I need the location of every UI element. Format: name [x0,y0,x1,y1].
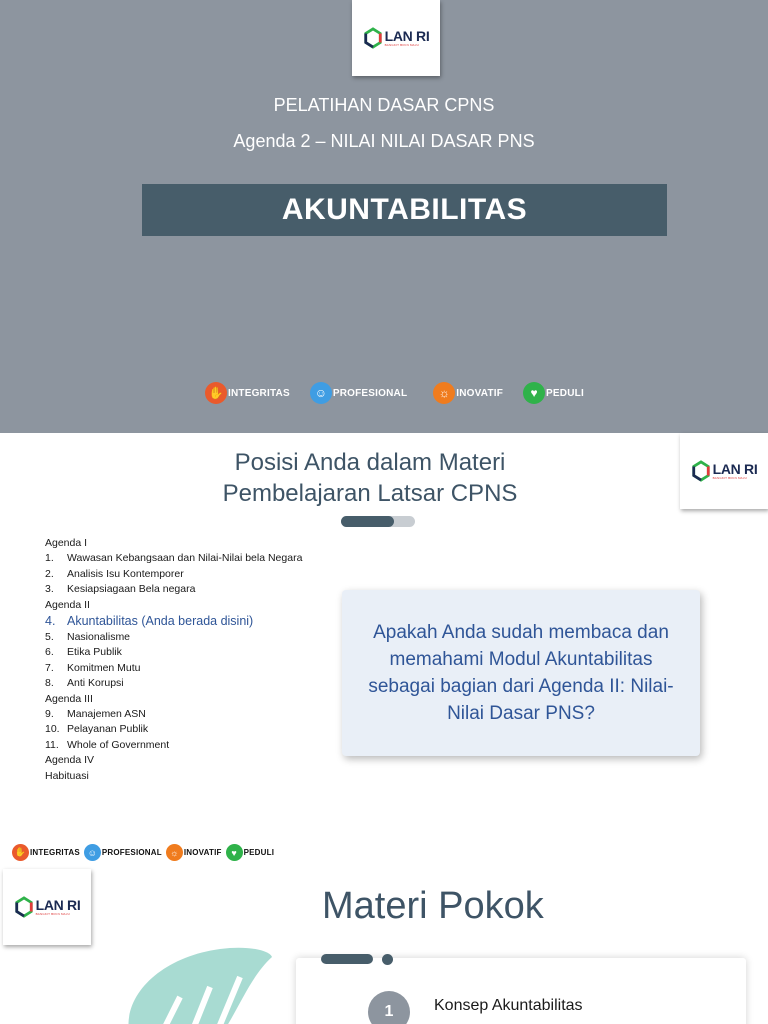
training-title: PELATIHAN DASAR CPNS [273,95,495,115]
agenda-item [45,551,305,566]
agenda-item-text: Agenda IV [45,754,95,767]
agenda-item-text: Nasionalisme [67,631,131,644]
core-values-row [12,844,274,861]
lan-ri-logo [680,433,768,509]
agenda-item-text: Kesiapsiagaan Bela negara [67,583,196,596]
lan-ri-logo [352,0,440,76]
logo-tagline: BANGKIT BIKIN MAJU [35,912,70,916]
heart-icon: ♥ [226,844,243,861]
agenda-item [45,738,305,753]
value-peduli [226,844,275,861]
agenda-item-number: 11. [45,738,59,751]
agenda-item [45,582,305,597]
value-label: PROFESIONAL [101,848,162,857]
agenda-item-number: 5. [45,631,54,644]
agenda-item [45,769,305,784]
lightbulb-icon: ☼ [433,382,455,404]
value-label: INTEGRITAS [228,387,290,399]
agenda-item-number: 1. [45,552,54,565]
agenda-item-current [45,613,305,630]
head-icon: ☺ [310,382,332,404]
agenda-item [45,722,305,737]
slide-title-line-1: Posisi Anda dalam Materi [234,449,506,476]
logo-tagline: BANGKIT BIKIN MAJU [712,476,747,480]
logo-tagline: BANGKIT BIKIN MAJU [384,43,419,47]
agenda-item-text: Agenda III [45,692,93,705]
agenda-title: Agenda 2 – NILAI NILAI DASAR PNS [233,131,535,151]
agenda-item-text: Akuntabilitas (Anda berada disini) [67,614,254,629]
value-profesional [310,382,407,404]
agenda-item [45,630,305,645]
lan-ri-logo-icon [691,460,711,482]
card-dot-decoration [382,954,393,965]
value-label: INTEGRITAS [30,848,80,857]
progress-fill [341,516,394,527]
monstera-leaf-decoration [100,937,280,1024]
title-slide [0,0,768,433]
agenda-item-text: Agenda II [45,598,90,611]
slide-title [160,447,580,509]
value-label: PROFESIONAL [332,387,408,399]
agenda-item-text: Anti Korupsi [67,677,124,690]
lan-ri-logo-icon [14,896,34,918]
agenda-item [45,645,305,660]
agenda-list [45,536,305,784]
lan-ri-logo-icon [363,27,383,49]
materi-item-label: Konsep Akuntabilitas [434,997,583,1014]
position-slide [0,433,768,865]
agenda-item [45,661,305,676]
agenda-item-text: Komitmen Mutu [67,661,141,674]
agenda-item-number: 10. [45,723,60,736]
agenda-item-number: 9. [45,708,54,721]
agenda-item-text: Agenda I [45,537,88,549]
lan-ri-logo [3,869,91,945]
agenda-item [45,536,305,551]
item-number-badge: 1 [368,991,410,1024]
progress-indicator [341,516,415,527]
lightbulb-icon: ☼ [166,844,183,861]
value-label: PEDULI [243,848,275,857]
materi-pokok-slide [0,865,768,1024]
handshake-icon: ✋ [205,382,227,404]
value-inovatif [433,382,503,404]
agenda-item [45,753,305,768]
slide-title-line-2: Pembelajaran Latsar CPNS [222,480,518,507]
value-label: INOVATIF [183,848,222,857]
agenda-item [45,676,305,691]
value-profesional [84,844,162,861]
head-icon: ☺ [84,844,101,861]
heart-icon: ♥ [523,382,545,404]
slide-title: Materi Pokok [322,885,544,927]
question-box: Apakah Anda sudah membaca dan memahami Modul Akuntabilitas sebagai bagian dari Agenda II: Nilai-Nilai Dasar PNS? [342,590,700,756]
akuntabilitas-banner: AKUNTABILITAS [142,184,667,236]
logo-name: LAN RI [712,461,758,477]
agenda-item-text: Whole of Government [67,738,170,751]
logo-name: LAN RI [384,28,430,44]
value-peduli [523,382,584,404]
handshake-icon: ✋ [12,844,29,861]
logo-name: LAN RI [35,897,81,913]
agenda-item [45,692,305,707]
agenda-item-text: Analisis Isu Kontemporer [67,567,184,580]
agenda-item-number: 4. [45,614,56,629]
agenda-item-text: Manajemen ASN [67,708,146,721]
agenda-item-text: Etika Publik [67,646,122,659]
agenda-item-number: 6. [45,646,54,659]
agenda-item-number: 3. [45,583,54,596]
agenda-item-number: 2. [45,567,54,580]
agenda-item [45,567,305,582]
value-label: PEDULI [546,387,584,399]
agenda-item [45,598,305,613]
agenda-item-text: Habituasi [45,769,89,782]
value-integritas [205,382,290,404]
value-integritas [12,844,80,861]
core-values-row [205,382,584,404]
agenda-item-text: Pelayanan Publik [67,723,149,736]
agenda-item-text: Wawasan Kebangsaan dan Nilai-Nilai bela Negara [67,552,303,565]
card-bar-decoration [321,954,373,964]
agenda-item-number: 8. [45,677,54,690]
value-label: INOVATIF [456,387,504,399]
agenda-item-number: 7. [45,661,54,674]
value-inovatif [166,844,222,861]
agenda-item [45,707,305,722]
